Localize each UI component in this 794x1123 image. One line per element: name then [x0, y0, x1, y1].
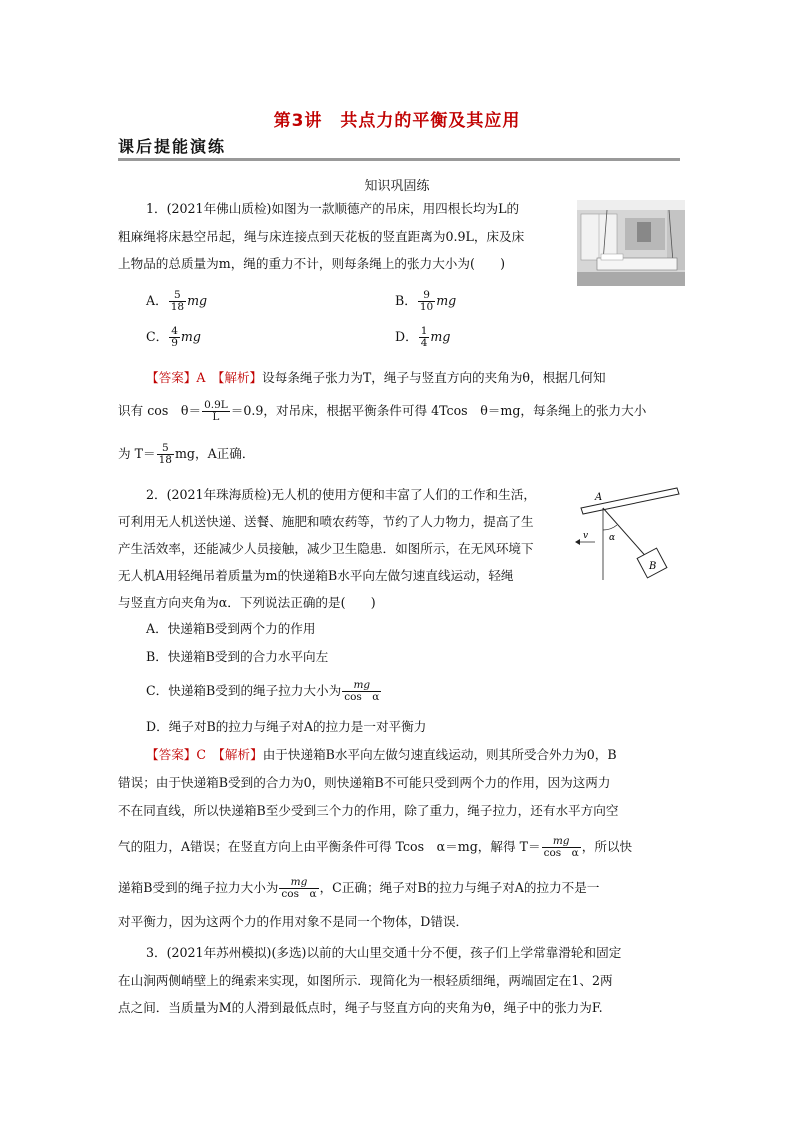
- q2-explanation-line4: [118, 836, 632, 859]
- numerator: 9: [418, 290, 435, 302]
- q1-explanation-line3: [118, 443, 254, 466]
- q2-option-d: D．绳子对B的拉力与绳子对A的拉力是一对平衡力: [146, 719, 427, 734]
- section-heading: 课后提能演练: [118, 137, 227, 156]
- q3-stem-line2: 在山涧两侧峭壁上的绳索来实现，如图所示．现简化为一根轻质细绳，两端固定在1、2两: [118, 973, 613, 988]
- q2-option-a: A．快递箱B受到两个力的作用: [146, 621, 316, 636]
- q1-option-d: [395, 326, 450, 349]
- numerator: 4: [171, 325, 178, 337]
- answer-label: 【答案】C 【解析】: [146, 747, 263, 762]
- diagram-label-alpha: α: [609, 533, 616, 543]
- numerator: mg: [279, 877, 318, 889]
- q3-stem-line1: 3．(2021年苏州模拟)(多选)以前的大山里交通十分不便，孩子们上学常靠滑轮和固定: [146, 945, 622, 960]
- denominator: 4: [420, 337, 428, 350]
- fraction: [169, 290, 186, 313]
- numerator: 1: [420, 325, 428, 337]
- q2-explanation-line5: [118, 877, 599, 900]
- q2-explanation-line3: 不在同直线，所以快递箱B至少受到三个力的作用，除了重力，绳子拉力，还有水平方向空: [118, 803, 619, 818]
- q2-option-c: [146, 680, 382, 703]
- q1-stem-line3: 上物品的总质量为m，绳的重力不计，则每条绳上的张力大小为( ): [118, 256, 505, 271]
- q2-explanation-line6: 对平衡力，因为这两个力的作用对象不是同一个物体，D错误．: [118, 914, 469, 929]
- numerator: 5: [157, 443, 174, 455]
- option-tail: mg: [187, 293, 208, 309]
- explanation-text: 气的阻力，A错误；在竖直方向上由平衡条件可得 Tcos α＝mg，解得 T＝: [118, 839, 541, 855]
- q1-explanation-line2: [118, 400, 646, 423]
- q1-explanation-line1: [146, 372, 606, 385]
- explanation-text: 为 T＝: [118, 446, 156, 462]
- answer-label: 【答案】A 【解析】: [146, 370, 263, 385]
- denominator: 10: [419, 301, 434, 314]
- diagram-label-v: v: [583, 531, 589, 541]
- fraction: [279, 877, 318, 900]
- explanation-text: 识有 cos θ＝: [118, 403, 202, 419]
- option-label: A．: [146, 293, 168, 309]
- q2-stem-line1: 2．(2021年珠海质检)无人机的使用方便和丰富了人们的工作和生活，: [146, 487, 536, 502]
- denominator: cos α: [543, 847, 579, 860]
- q1-option-b: [395, 290, 456, 313]
- fraction: [202, 400, 230, 423]
- hammock-photo: [577, 200, 685, 286]
- q1-option-a: [146, 290, 207, 313]
- fraction: [418, 290, 435, 313]
- explanation-text: 由于快递箱B水平向左做匀速直线运动，则其所受合外力为0，B: [262, 747, 617, 762]
- fraction: [542, 836, 581, 859]
- explanation-text: 设每条绳子张力为T，绳子与竖直方向的夹角为θ，根据几何知: [262, 370, 606, 385]
- q1-option-c: [146, 326, 201, 349]
- explanation-text: ＝0.9，对吊床，根据平衡条件可得 4Tcos θ＝mg，每条绳上的张力大小: [230, 403, 647, 419]
- denominator: L: [212, 411, 220, 424]
- numerator: mg: [542, 836, 581, 848]
- q2-stem-line2: 可利用无人机送快递、送餐、施肥和喷农药等，节约了人力物力，提高了生: [118, 514, 534, 529]
- diagram-label-b: B: [649, 561, 657, 572]
- option-label: D．: [395, 329, 418, 345]
- option-label: B．: [395, 293, 417, 309]
- subsection-heading: 知识巩固练: [364, 179, 430, 194]
- q2-stem-line3: 产生活效率，还能减少人员接触，减少卫生隐患．如图所示，在无风环境下: [118, 541, 534, 556]
- numerator: 0.9L: [204, 399, 228, 411]
- numerator: mg: [342, 680, 381, 692]
- fraction: [419, 326, 430, 349]
- option-tail: mg: [436, 293, 457, 309]
- q2-explanation-line2: 错误；由于快递箱B受到的合力为0，则快递箱B不可能只受到两个力的作用，因为这两力: [118, 775, 611, 790]
- option-tail: mg: [180, 329, 201, 345]
- fraction: [157, 443, 174, 466]
- denominator: 18: [170, 301, 185, 314]
- denominator: cos α: [281, 888, 317, 901]
- denominator: cos α: [344, 691, 380, 704]
- q3-stem-line3: 点之间．当质量为M的人滑到最低点时，绳子与竖直方向的夹角为θ，绳子中的张力为F.: [118, 1000, 603, 1015]
- fraction: [169, 326, 180, 349]
- explanation-text: ，所以快: [581, 839, 633, 855]
- q2-stem-line5: 与竖直方向夹角为α．下列说法正确的是( ): [118, 595, 376, 610]
- page-title: 第3讲 共点力的平衡及其应用: [273, 111, 521, 131]
- explanation-text: ，C正确；绳子对B的拉力与绳子对A的拉力不是一: [319, 880, 600, 896]
- explanation-text: mg，A正确．: [174, 446, 255, 462]
- numerator: 5: [169, 290, 186, 302]
- option-text: C．快递箱B受到的绳子拉力大小为: [146, 683, 342, 699]
- q2-option-b: B．快递箱B受到的合力水平向左: [146, 649, 329, 664]
- option-label: C．: [146, 329, 169, 345]
- q1-stem-line1: 1．(2021年佛山质检)如图为一款顺德产的吊床，用四根长均为L的: [146, 201, 520, 216]
- denominator: 9: [171, 337, 178, 350]
- fraction: [342, 680, 381, 703]
- drone-diagram: [573, 484, 685, 580]
- q2-stem-line4: 无人机A用轻绳吊着质量为m的快递箱B水平向左做匀速直线运动，轻绳: [118, 568, 514, 583]
- explanation-text: 递箱B受到的绳子拉力大小为: [118, 880, 279, 896]
- denominator: 18: [158, 454, 172, 467]
- option-tail: mg: [430, 329, 451, 345]
- q1-stem-line2: 粗麻绳将床悬空吊起，绳与床连接点到天花板的竖直距离为0.9L，床及床: [118, 229, 525, 244]
- diagram-label-a: A: [595, 492, 603, 503]
- section-divider: [118, 158, 680, 161]
- q2-explanation-line1: [146, 749, 617, 762]
